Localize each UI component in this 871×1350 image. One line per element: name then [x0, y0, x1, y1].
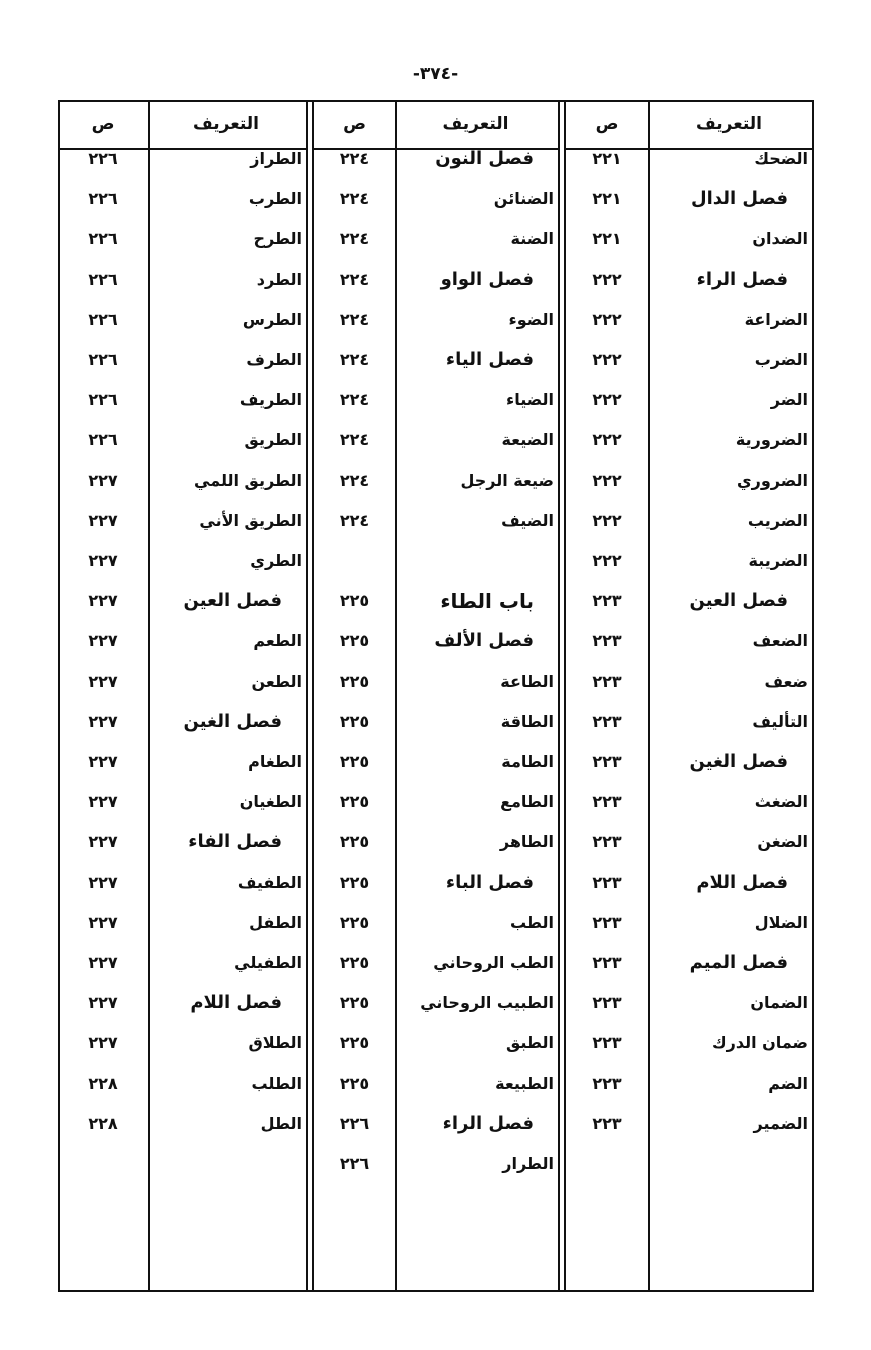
index-term-text: الطب: [509, 912, 554, 932]
index-term-text: الطرف: [246, 350, 302, 369]
index-term: [150, 300, 302, 340]
index-term: [650, 300, 808, 340]
index-term: [150, 501, 302, 541]
index-term: [650, 340, 808, 380]
index-term-text: الطغيان: [239, 792, 302, 812]
page-ref: ٢٢٦: [88, 229, 118, 249]
page-ref: ٢٢٦: [88, 269, 118, 289]
index-term: [650, 1104, 808, 1144]
index-term: [397, 1023, 554, 1063]
index-term-text: الضلال: [754, 912, 808, 932]
page-ref: ٢٢٧: [88, 631, 118, 651]
page-number: -٣٧٤-: [412, 64, 459, 84]
page-ref: ٢٢٣: [592, 912, 622, 932]
page-ref: ٢٢٢: [592, 430, 622, 450]
index-term-text: الطرس: [242, 309, 302, 329]
index-term: [650, 139, 808, 179]
index-term-text: فصل الفاء: [188, 831, 282, 853]
index-term-text: الطاهر: [499, 832, 554, 852]
index-term-text: فصل اللام: [190, 992, 282, 1014]
index-term: [397, 702, 554, 742]
index-term: [150, 260, 302, 300]
index-term: [397, 300, 554, 340]
index-term-text: الطاعة: [500, 671, 554, 691]
index-term-text: الضم: [768, 1073, 808, 1093]
index-term-text: الطعن: [251, 671, 302, 691]
page-ref: ٢٢٢: [592, 350, 622, 369]
index-term-text: الضدان: [752, 229, 808, 249]
index-term: [650, 501, 808, 541]
page-ref: ٢٢٤: [339, 350, 370, 369]
index-term: [650, 903, 808, 943]
page-ref: ٢٢٣: [592, 792, 622, 812]
index-term-text: الضغن: [757, 832, 808, 852]
index-term-text: الضنائن: [493, 189, 554, 209]
section-heading: [650, 581, 808, 621]
page-ref: [314, 541, 395, 581]
index-term-text: الضياء: [506, 390, 554, 410]
page-ref: ٢٢٧: [88, 671, 118, 691]
index-term-text: الطرار: [502, 1154, 554, 1173]
index-term-text: الطلب: [251, 1073, 302, 1093]
index-term: [150, 380, 302, 420]
index-term-text: التأليف: [752, 711, 808, 731]
section-heading: [150, 822, 302, 862]
index-term-text: الطراز: [250, 149, 302, 168]
page-ref: ٢٢٦: [88, 350, 118, 369]
index-term: [150, 139, 302, 179]
page-ref: ٢٢٤: [339, 510, 370, 530]
page-ref: ٢٢١: [592, 149, 622, 168]
page-ref: ٢٢٣: [592, 711, 622, 731]
page-ref: ٢٢٥: [339, 631, 370, 651]
page-ref: ٢٢٥: [339, 953, 370, 972]
index-term: [650, 822, 808, 862]
page-ref: ٢٢٥: [339, 591, 370, 611]
page-ref: ٢٢٤: [339, 309, 370, 329]
index-term: [650, 1023, 808, 1063]
page-ref: ٢٢٧: [88, 551, 118, 570]
index-term-text: الطفل: [249, 912, 302, 932]
table-bottom-rule: [58, 1290, 814, 1292]
index-term-text: الضر: [770, 390, 808, 410]
page-ref: ٢٢٦: [339, 1154, 370, 1173]
index-term: [150, 1023, 302, 1063]
page-ref: ٢٢٧: [88, 591, 118, 611]
page-ref: ٢٢٢: [592, 309, 622, 329]
index-term-text: الطرب: [248, 189, 302, 209]
index-term-text: الطامة: [501, 752, 554, 771]
index-term-text: فصل الدال: [691, 188, 788, 210]
page-ref: ٢٢٢: [592, 269, 622, 289]
index-term: [150, 541, 302, 581]
index-term: [397, 420, 554, 460]
index-term-text: فصل الألف: [434, 630, 534, 652]
index-term: [650, 662, 808, 702]
section-heading: [397, 1104, 554, 1144]
index-term: [397, 742, 554, 782]
page-ref: ٢٢٥: [339, 1073, 370, 1093]
index-term: [650, 380, 808, 420]
page-ref: ٢٢٦: [339, 1113, 370, 1133]
index-term-text: الطريف: [239, 390, 302, 410]
page-ref: ٢٢٣: [592, 752, 622, 771]
block-separator-rule: [306, 100, 308, 1292]
page-ref: ٢٢٧: [88, 832, 118, 852]
page-ref: ٢٢٧: [88, 1033, 118, 1053]
index-term-text: الضمان: [750, 993, 808, 1013]
index-term-text: الضعف: [752, 631, 808, 651]
page-ref: ٢٢٤: [339, 390, 370, 410]
index-term: [150, 461, 302, 501]
index-term-text: الضغث: [754, 792, 808, 812]
section-heading: [150, 581, 302, 621]
page-ref: ٢٢٥: [339, 832, 370, 852]
index-term-text: فصل الباء: [445, 871, 534, 893]
index-term: [397, 822, 554, 862]
index-term-text: الطبيعة: [495, 1073, 554, 1093]
chapter-heading: [397, 581, 554, 621]
index-term-text: باب الطاء: [440, 589, 534, 614]
index-term-text: الضريبة: [748, 551, 808, 570]
index-term-text: الطاقة: [500, 711, 554, 731]
header-term-label: التعريف: [696, 114, 762, 134]
page-ref: ٢٢٦: [88, 309, 118, 329]
index-term-text: الطريق اللمي: [194, 470, 302, 490]
index-term-text: ضيعة الرجل: [460, 470, 554, 490]
index-term: [650, 1064, 808, 1104]
page-ref: ٢٢٦: [88, 430, 118, 450]
index-term: [650, 782, 808, 822]
index-term-text: الطل: [260, 1113, 302, 1133]
page-ref: ٢٢٤: [339, 269, 370, 289]
page-ref: ٢٢٣: [592, 631, 622, 651]
index-term-text: الضيف: [501, 510, 554, 530]
page-ref: ٢٢٧: [88, 510, 118, 530]
index-term: [150, 1104, 302, 1144]
page-ref: ٢٢٣: [592, 993, 622, 1013]
index-term-text: الطريق: [244, 430, 302, 450]
index-term-text: الطفيلي: [234, 953, 302, 972]
index-term-text: الطريق الأني: [199, 510, 302, 530]
index-term: [150, 1064, 302, 1104]
index-term: [150, 420, 302, 460]
page-ref: ٢٢٧: [88, 993, 118, 1013]
section-heading: [150, 702, 302, 742]
page-ref: ٢٢٣: [592, 1033, 622, 1053]
index-table: [58, 100, 814, 1292]
page-ref: ٢٢٤: [339, 430, 370, 450]
index-term-text: الطرد: [256, 269, 302, 289]
index-term-text: الطرح: [253, 229, 302, 249]
page-ref: ٢٢٥: [339, 792, 370, 812]
page-ref: ٢٢٣: [592, 832, 622, 852]
index-term-text: الضحك: [754, 149, 808, 168]
index-term-text: الطعم: [253, 631, 302, 651]
index-term: [150, 219, 302, 259]
index-term-text: فصل العين: [689, 590, 788, 612]
page-ref: ٢٢١: [592, 229, 622, 249]
index-term-text: الضمير: [753, 1113, 808, 1133]
index-term: [150, 179, 302, 219]
index-term: [397, 461, 554, 501]
page-ref: ٢٢٨: [88, 1073, 118, 1093]
index-term-text: الضراعة: [744, 309, 808, 329]
header-page-label: ص: [343, 114, 366, 134]
index-term-text: الضيعة: [501, 430, 554, 450]
section-heading: [650, 742, 808, 782]
index-term-text: فصل الميم: [689, 952, 788, 973]
index-term: [397, 1144, 554, 1184]
index-term: [397, 179, 554, 219]
index-term: [397, 380, 554, 420]
index-term: [150, 621, 302, 661]
page-ref: ٢٢٧: [88, 792, 118, 812]
index-term: [397, 782, 554, 822]
page-ref: ٢٢١: [592, 189, 622, 209]
page-ref: ٢٢٥: [339, 1033, 370, 1053]
index-term: [150, 340, 302, 380]
index-term: [150, 863, 302, 903]
block-separator-rule: [558, 100, 560, 1292]
page-ref: ٢٢٤: [339, 189, 370, 209]
index-term-text: الضرورية: [735, 430, 808, 450]
page-ref: ٢٢٧: [88, 711, 118, 731]
index-term-text: فصل العين: [183, 590, 282, 612]
index-term-text: الضنة: [510, 229, 554, 249]
page-ref: ٢٢٧: [88, 912, 118, 932]
index-term: [650, 702, 808, 742]
index-term-text: فصل اللام: [696, 871, 788, 893]
page-ref: ٢٢٤: [339, 470, 370, 490]
section-heading: [397, 139, 554, 179]
index-term-text: الطري: [250, 551, 302, 570]
page-ref: ٢٢٥: [339, 752, 370, 771]
page-ref: ٢٢٤: [339, 149, 370, 168]
index-term-text: فصل الياء: [445, 349, 534, 370]
page-ref: ٢٢٣: [592, 591, 622, 611]
page-ref: ٢٢٢: [592, 510, 622, 530]
page-ref: ٢٢٣: [592, 953, 622, 972]
section-heading: [650, 260, 808, 300]
page-ref: ٢٢٨: [88, 1113, 118, 1133]
index-term-text: الطامع: [500, 792, 554, 812]
index-term-text: الطب الروحاني: [433, 953, 554, 972]
index-term: [397, 219, 554, 259]
section-heading: [150, 983, 302, 1023]
page-ref: ٢٢٧: [88, 872, 118, 892]
index-term: [150, 903, 302, 943]
index-term-text: ضمان الدرك: [711, 1033, 808, 1053]
page-ref: ٢٢٧: [88, 752, 118, 771]
section-heading: [397, 621, 554, 661]
page-ref: ٢٢٣: [592, 872, 622, 892]
page-ref: ٢٢٤: [339, 229, 370, 249]
header-term-label: التعريف: [442, 114, 509, 134]
index-term: [397, 983, 554, 1023]
index-term: [150, 742, 302, 782]
header-page-label: ص: [91, 114, 115, 134]
index-term-text: فصل الراء: [696, 268, 788, 290]
index-term-text: الضرب: [754, 350, 808, 369]
section-heading: [397, 260, 554, 300]
index-term: [150, 782, 302, 822]
index-term: [397, 501, 554, 541]
page-ref: ٢٢٣: [592, 671, 622, 691]
index-term-text: الطغام: [248, 752, 302, 771]
header-term-label: التعريف: [193, 114, 259, 134]
index-term: [397, 903, 554, 943]
index-term: [650, 983, 808, 1023]
index-term: [397, 662, 554, 702]
index-term-text: الضوء: [508, 309, 554, 329]
page-ref: ٢٢٦: [88, 149, 118, 168]
index-term: [397, 943, 554, 983]
page-ref: ٢٢٧: [88, 953, 118, 972]
index-term-text: الضريب: [747, 510, 808, 530]
index-term-text: فصل الواو: [440, 268, 534, 290]
index-term-text: فصل النون: [435, 148, 534, 169]
page-ref: ٢٢٦: [88, 189, 118, 209]
page-ref: ٢٢٥: [339, 711, 370, 731]
page-ref: ٢٢٥: [339, 993, 370, 1013]
page-ref: ٢٢٥: [339, 912, 370, 932]
page-ref: ٢٢٦: [88, 390, 118, 410]
index-term-text: الطبيب الروحاني: [420, 993, 554, 1013]
section-heading: [397, 863, 554, 903]
section-heading: [650, 863, 808, 903]
section-heading: [650, 943, 808, 983]
index-term: [650, 420, 808, 460]
page-ref: ٢٢٧: [88, 470, 118, 490]
page-ref: ٢٢٣: [592, 1113, 622, 1133]
index-term: [650, 621, 808, 661]
index-term: [650, 219, 808, 259]
index-term: [150, 662, 302, 702]
index-term: [650, 541, 808, 581]
index-term-text: الضروري: [736, 470, 808, 490]
section-heading: [650, 179, 808, 219]
section-heading: [397, 340, 554, 380]
index-term-text: الطبق: [505, 1033, 554, 1053]
index-term-text: الطلاق: [248, 1033, 302, 1053]
page-ref: ٢٢٢: [592, 551, 622, 570]
index-term-text: ضعف: [764, 671, 808, 691]
index-term-text: فصل الغين: [689, 751, 788, 772]
index-term: [397, 541, 554, 581]
page-ref: ٢٢٣: [592, 1073, 622, 1093]
index-term-text: فصل الراء: [442, 1112, 534, 1134]
index-term-text: فصل الغين: [183, 710, 282, 732]
page-ref: ٢٢٢: [592, 470, 622, 490]
page-ref: ٢٢٢: [592, 390, 622, 410]
index-term: [397, 1064, 554, 1104]
index-term-text: الطفيف: [237, 872, 302, 892]
index-term: [150, 943, 302, 983]
table-right-rule: [812, 100, 814, 1292]
index-term: [650, 461, 808, 501]
page-ref: ٢٢٥: [339, 872, 370, 892]
header-page-label: ص: [595, 114, 619, 134]
page-ref: ٢٢٥: [339, 671, 370, 691]
